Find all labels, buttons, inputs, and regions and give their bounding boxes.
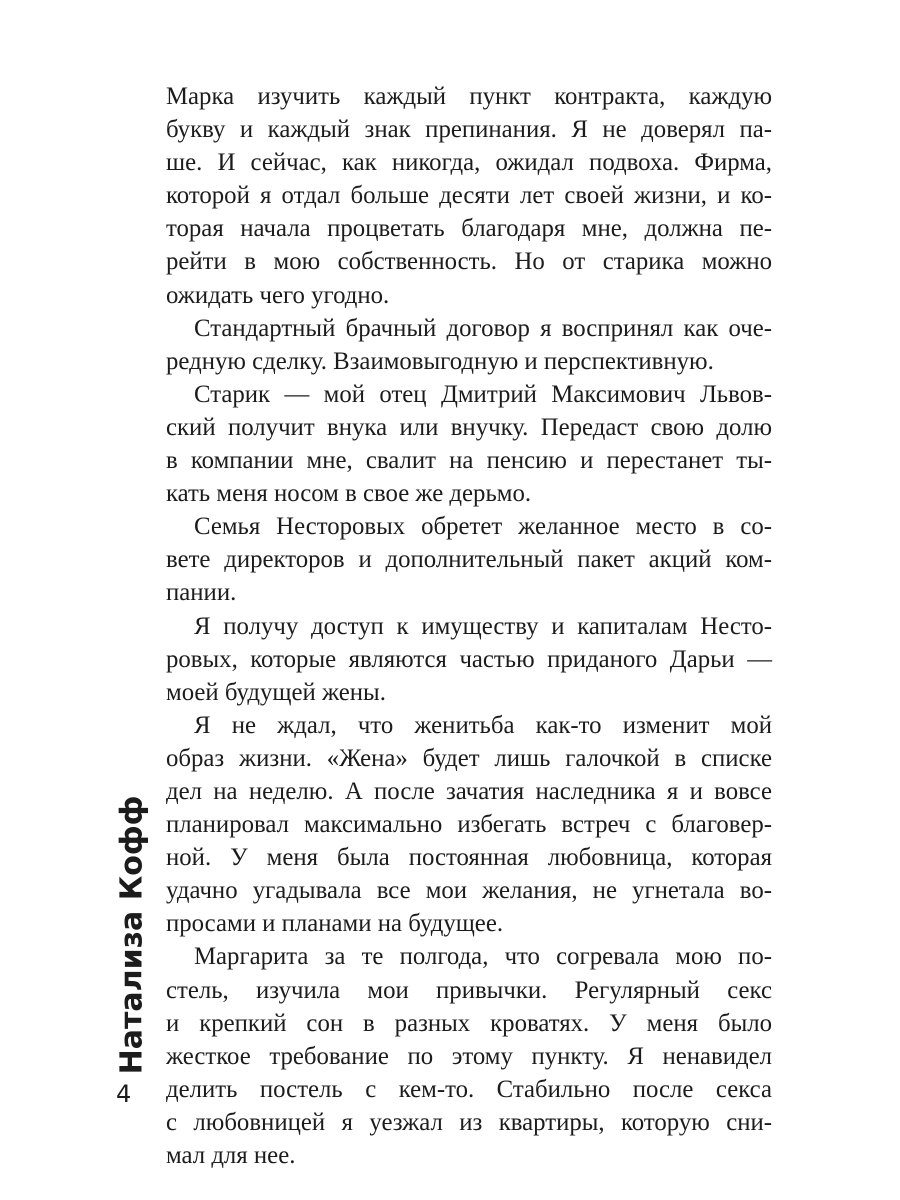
text-line: жесткое требование по этому пункту. Я ненавидел <box>166 1042 772 1070</box>
author-name: Натализа Кофф <box>114 795 150 1075</box>
text-line: ровых, которые являются частью приданого Дарьи — <box>166 645 772 673</box>
text-line: букву и каждый знак препинания. Я не доверял па- <box>166 116 772 144</box>
text-line: Семья Несторовых обретет желанное место в со- <box>194 513 772 541</box>
text-line: планировал максимально избегать встреч с благовер- <box>166 811 772 839</box>
text-line: мал для нее. <box>166 1142 296 1169</box>
text-line: Старик — мой отец Дмитрий Максимович Львов- <box>194 380 772 408</box>
text-line: моей будущей жены. <box>166 678 386 706</box>
text-line: Марка изучить каждый пункт контракта, каждую <box>166 83 772 110</box>
text-line: Маргарита за те полгода, что согревала мою по- <box>194 943 772 971</box>
text-line: торая начала процветать благодаря мне, должна пе- <box>166 215 772 243</box>
text-line: ожидать чего угодно. <box>166 281 390 309</box>
text-line: Я не ждал, что женитьба как-то изменит мой <box>194 711 772 739</box>
text-line: Я получу доступ к имуществу и капиталам Несто- <box>194 612 772 640</box>
text-line: удачно угадывала все мои желания, не угнетала во- <box>166 877 772 905</box>
text-line: кать меня носом в свое же дерьмо. <box>166 480 532 508</box>
text-line: редную сделку. Взаимовыгодную и перспективную. <box>166 347 714 375</box>
text-line: с любовницей я уезжал из квартиры, которую сни- <box>166 1108 772 1136</box>
text-line: пании. <box>166 579 237 607</box>
text-line: Стандартный брачный договор я воспринял как оче- <box>194 314 772 342</box>
text-line: которой я отдал больше десяти лет своей жизни, и ко- <box>166 182 772 210</box>
text-line: в компании мне, свалит на пенсию и перестанет ты- <box>166 447 772 475</box>
text-line: ский получит внука или внучку. Передаст свою долю <box>166 413 772 441</box>
text-line: ной. У меня была постоянная любовница, которая <box>166 844 772 872</box>
text-line: просами и планами на будущее. <box>166 910 504 938</box>
page-number: 4 <box>116 1080 132 1108</box>
text-line: стель, изучила мои привычки. Регулярный секс <box>166 976 772 1004</box>
text-line: вете директоров и дополнительный пакет акций ком- <box>166 546 772 574</box>
running-head-author <box>108 795 156 1075</box>
text-line: рейти в мою собственность. Но от старика можно <box>166 248 772 276</box>
page-body-text <box>166 80 772 1172</box>
text-line: делить постель с кем-то. Стабильно после секса <box>166 1075 772 1103</box>
text-line: дел на неделю. А после зачатия наследника я и вовсе <box>166 777 772 805</box>
text-line: образ жизни. «Жена» будет лишь галочкой в списке <box>166 744 772 772</box>
text-line: ше. И сейчас, как никогда, ожидал подвоха. Фирма, <box>166 149 772 177</box>
text-line: и крепкий сон в разных кроватях. У меня было <box>166 1009 772 1037</box>
